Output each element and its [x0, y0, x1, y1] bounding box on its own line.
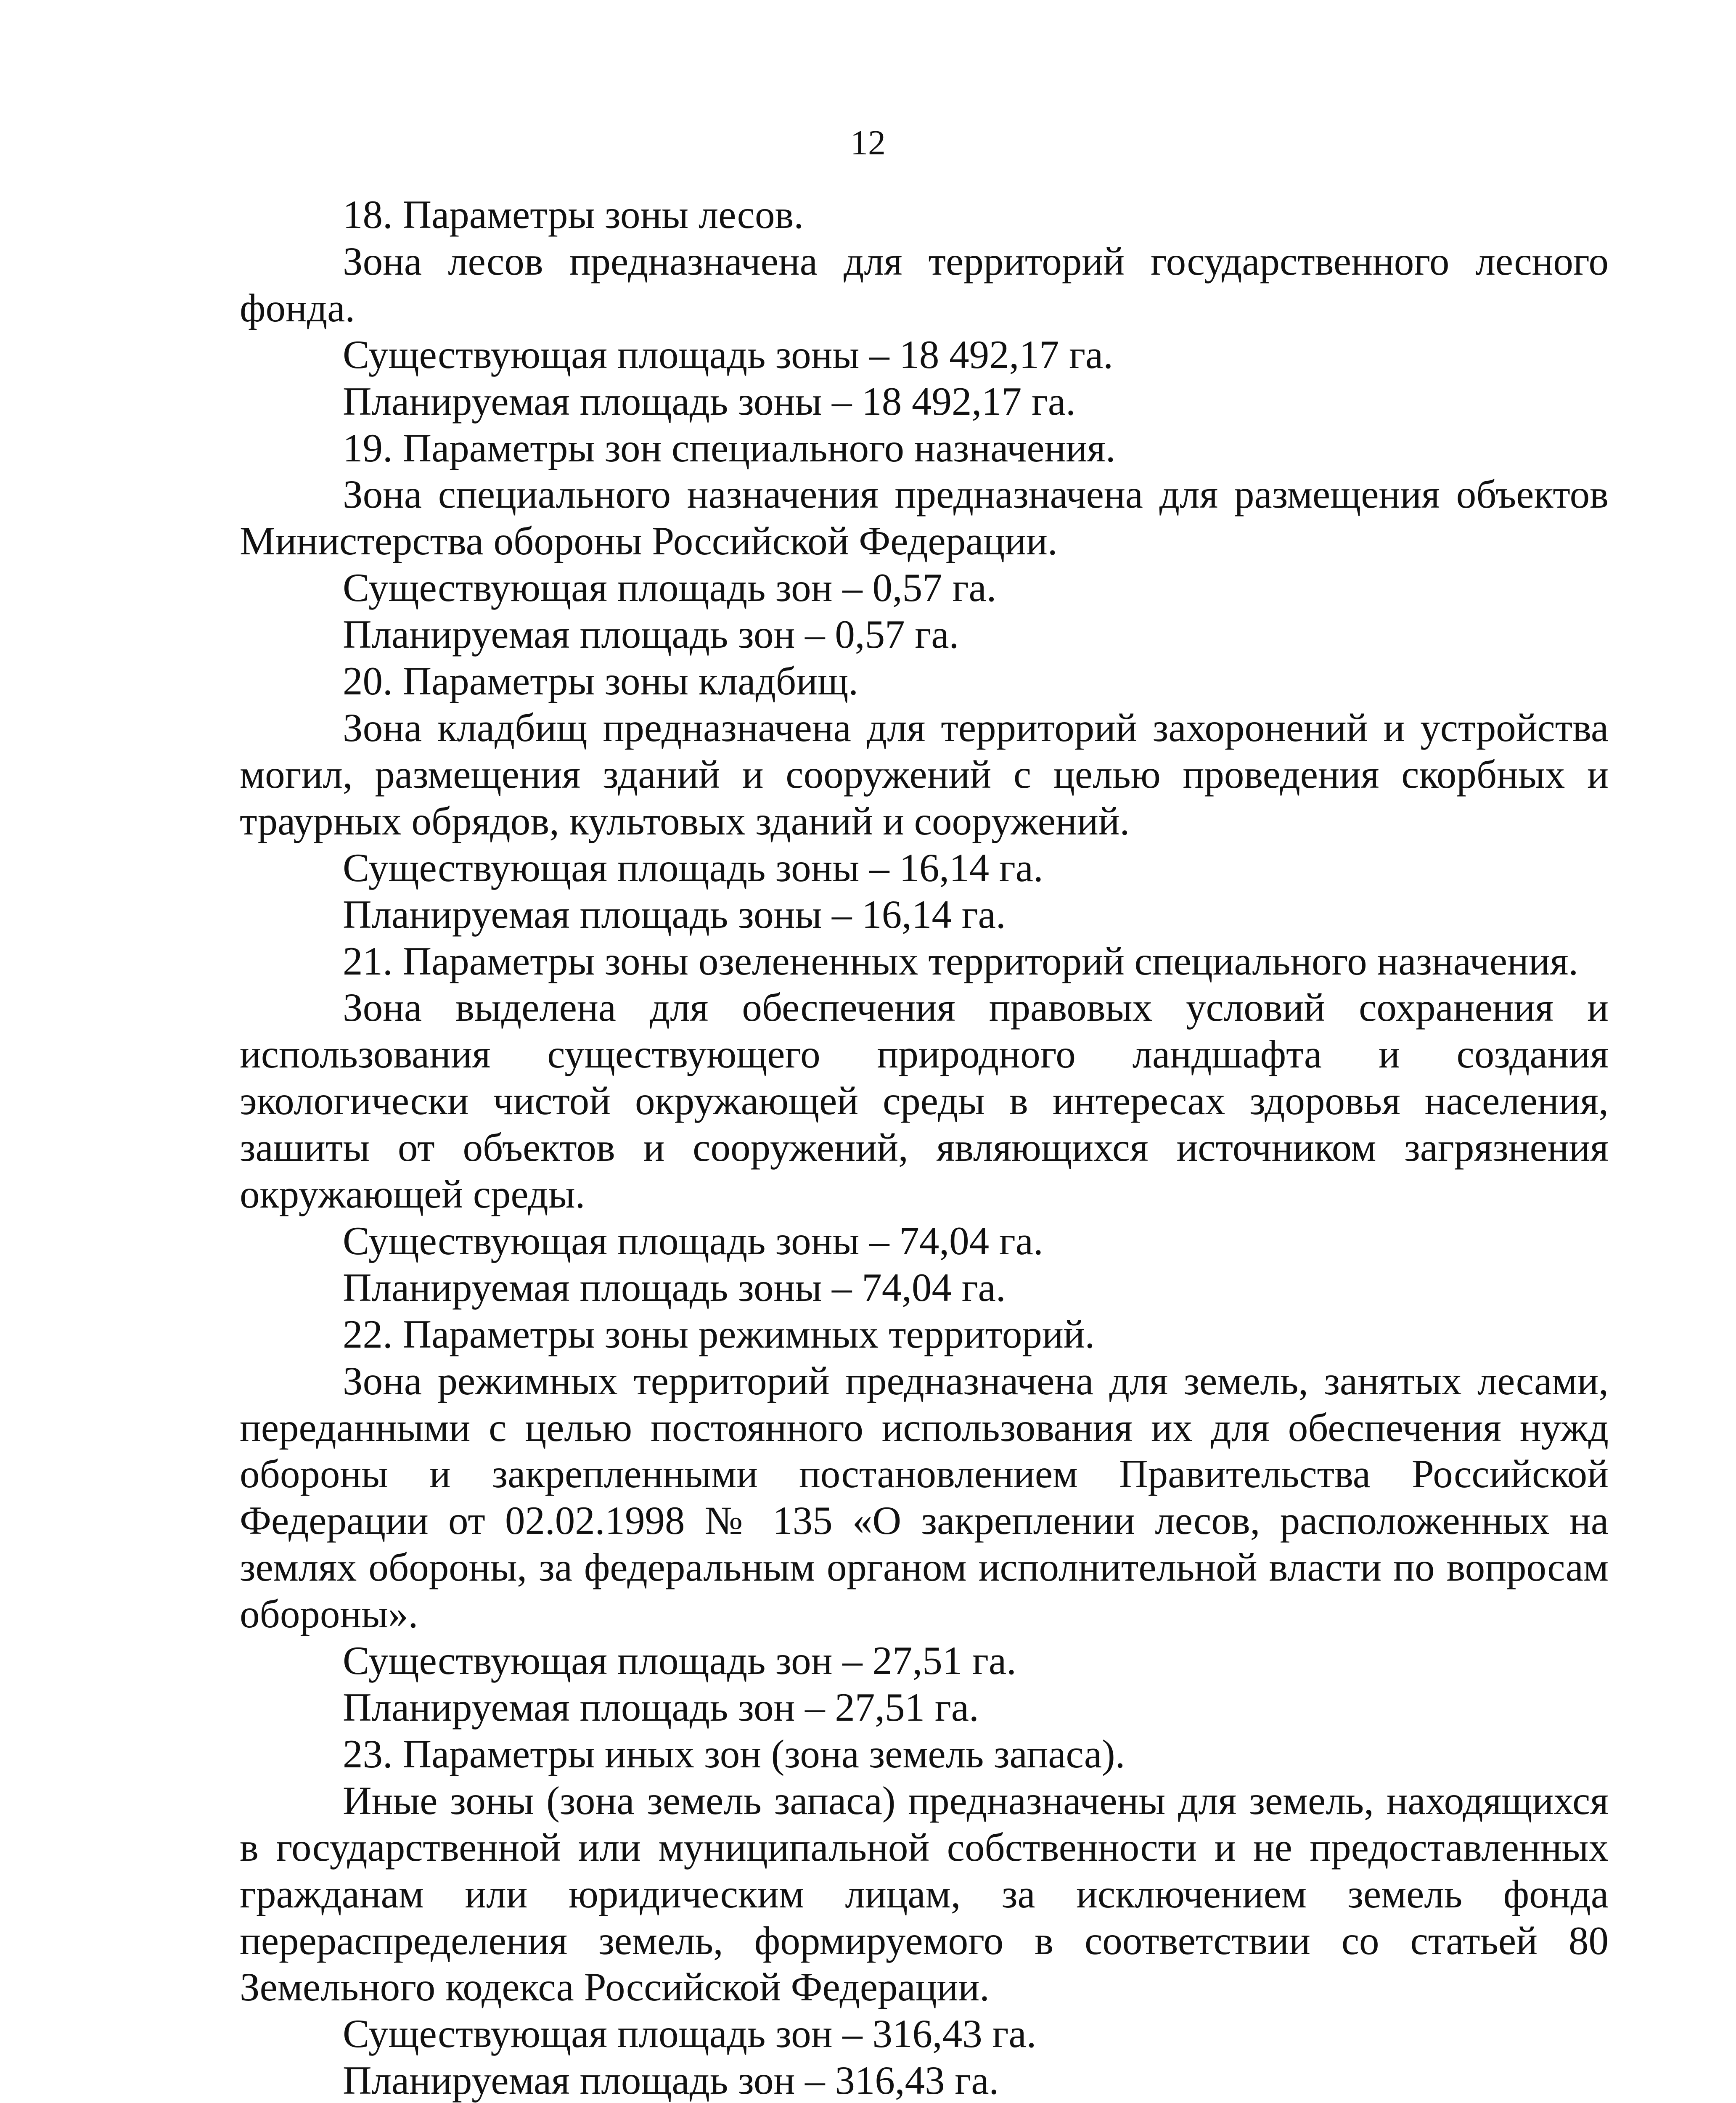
section-description: Зона кладбищ предназначена для территорий захоронений и устройства могил, размещения зданий и сооружений с целью проведения скорбных и траурных обрядов, культовых зданий и сооружений.: [240, 705, 1609, 843]
existing-area: Существующая площадь зон – 0,57 га.: [343, 565, 997, 610]
section-description: Зона специального назначения предназначена для размещения объектов Министерства обороны Российской Федерации.: [240, 472, 1609, 564]
section-heading: 20. Параметры зоны кладбищ.: [343, 659, 859, 704]
planned-area: Планируемая площадь зон – 27,51 га.: [343, 1685, 979, 1730]
planned-area: Планируемая площадь зоны – 18 492,17 га.: [343, 379, 1076, 424]
planned-area: Планируемая площадь зоны – 16,14 га.: [343, 892, 1006, 937]
section-heading: 21. Параметры зоны озелененных территорий специального назначения.: [343, 938, 1579, 983]
planned-area: Планируемая площадь зон – 0,57 га.: [343, 612, 959, 657]
document-body: [240, 191, 1609, 2103]
page-number: 12: [850, 123, 886, 162]
section-description: Зона лесов предназначена для территорий государственного лесного фонда.: [240, 238, 1609, 330]
existing-area: Существующая площадь зон – 27,51 га.: [343, 1638, 1016, 1683]
existing-area: Существующая площадь зон – 316,43 га.: [343, 2011, 1037, 2056]
existing-area: Существующая площадь зоны – 74,04 га.: [343, 1218, 1043, 1263]
section-description: Иные зоны (зона земель запаса) предназначены для земель, находящихся в государственной или муниципальной собственности и не предоставленных гражданам или юридическим лицам, за исключением земель фонда перераспределения земель, формируемого в соответствии со статьей 80 Земельного кодекса Российской Федерации.: [240, 1778, 1609, 2010]
section-description: Зона выделена для обеспечения правовых условий сохранения и использования существующего природного ландшафта и создания экологически чистой окружающей среды в интересах здоровья населения, зашиты от объектов и сооружений, являющихся источником загрязнения окружающей среды.: [240, 985, 1609, 1217]
section-heading: 19. Параметры зон специального назначения.: [343, 425, 1116, 470]
section-heading: 23. Параметры иных зон (зона земель запаса).: [343, 1731, 1125, 1776]
planned-area: Планируемая площадь зон – 316,43 га.: [343, 2058, 999, 2103]
section-heading: 18. Параметры зоны лесов.: [343, 192, 804, 237]
existing-area: Существующая площадь зоны – 18 492,17 га.: [343, 332, 1113, 377]
existing-area: Существующая площадь зоны – 16,14 га.: [343, 845, 1043, 890]
section-heading: 22. Параметры зоны режимных территорий.: [343, 1311, 1095, 1356]
planned-area: Планируемая площадь зоны – 74,04 га.: [343, 1265, 1006, 1310]
section-description: Зона режимных территорий предназначена для земель, занятых лесами, переданными с целью постоянного использования их для обеспечения нужд обороны и закрепленными постановлением Правительства Российской Федерации от 02.02.1998 № 135 «О закреплении лесов, расположенных на землях обороны, за федеральным органом исполнительной власти по вопросам обороны».: [240, 1358, 1609, 1637]
